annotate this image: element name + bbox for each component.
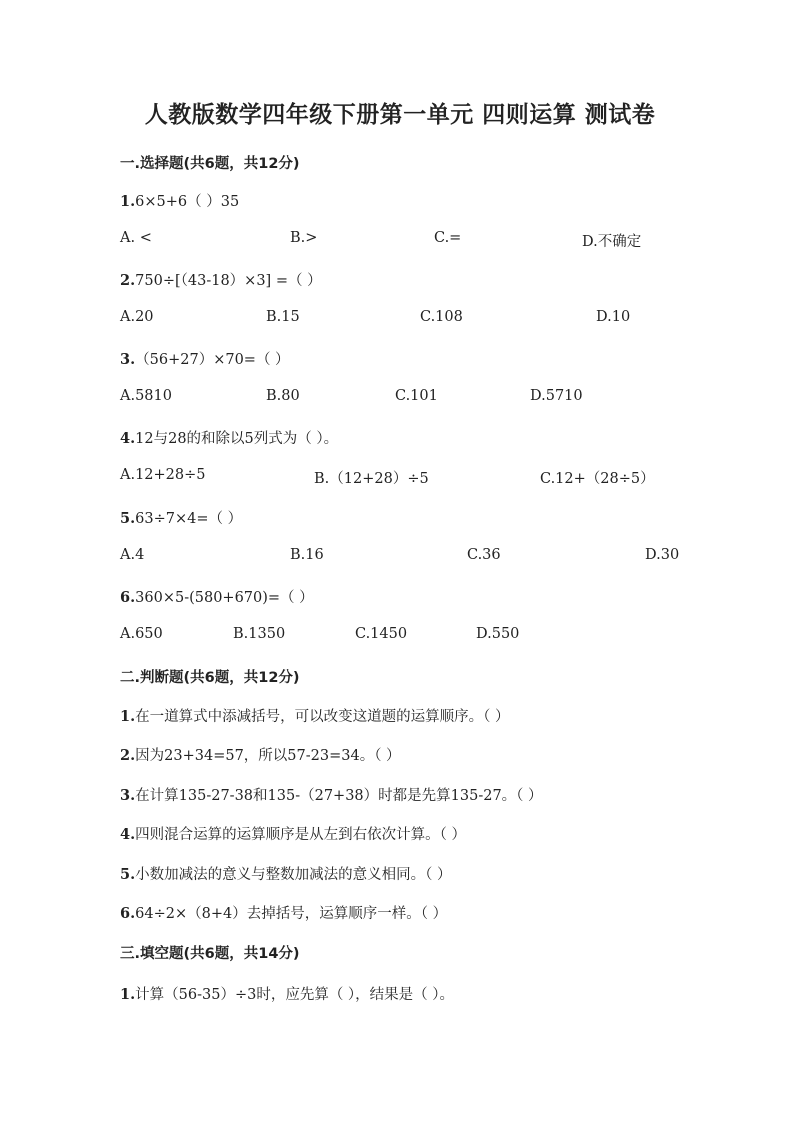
question-number: 6. xyxy=(120,905,136,922)
question-body: 四则混合运算的运算顺序是从左到右依次计算。（ ） xyxy=(135,827,466,843)
question-text xyxy=(120,586,314,607)
section-heading-judgement: 二.判断题(共6题，共12分) xyxy=(120,670,300,686)
question-number: 1. xyxy=(120,193,136,210)
option-c: C.1450 xyxy=(355,626,408,642)
question-body: 6×5+6（ ）35 xyxy=(135,194,240,210)
question-text xyxy=(120,902,447,923)
question-body: 因为23+34=57，所以57-23=34。（ ） xyxy=(135,748,401,764)
question-text xyxy=(120,705,510,726)
question-number: 2. xyxy=(120,272,136,289)
option-c: C.101 xyxy=(395,388,438,404)
option-c: C.12+（28÷5） xyxy=(540,471,655,487)
option-c: C.108 xyxy=(420,309,463,325)
page-title: 人教版数学四年级下册第一单元 四则运算 测试卷 xyxy=(144,102,656,128)
question-body: 在一道算式中添减括号，可以改变这道题的运算顺序。（ ） xyxy=(135,709,510,725)
question-number: 3. xyxy=(120,787,136,804)
question-body: 计算（56-35）÷3时，应先算（ ），结果是（ ）。 xyxy=(135,987,455,1003)
section-heading-fill-blank: 三.填空题(共6题，共14分) xyxy=(120,946,300,962)
option-d: D.5710 xyxy=(530,388,583,404)
section-heading-choice: 一.选择题(共6题，共12分) xyxy=(120,156,300,172)
question-text xyxy=(120,744,401,765)
question-number: 4. xyxy=(120,430,136,447)
question-text xyxy=(120,427,338,448)
question-text xyxy=(120,348,290,369)
option-a: A.5810 xyxy=(120,388,172,404)
option-b: B.15 xyxy=(266,309,300,325)
option-b: B.80 xyxy=(266,388,300,404)
option-c: C.36 xyxy=(467,547,501,563)
question-number: 3. xyxy=(120,351,136,368)
question-number: 6. xyxy=(120,589,136,606)
question-number: 5. xyxy=(120,510,136,527)
option-d: D.10 xyxy=(596,309,631,325)
option-b: B.（12+28）÷5 xyxy=(314,471,429,487)
question-body: 750÷[（43-18）×3] =（ ） xyxy=(135,273,322,289)
question-number: 5. xyxy=(120,866,136,883)
option-b: B.1350 xyxy=(233,626,286,642)
option-a: A.20 xyxy=(120,309,154,325)
question-text xyxy=(120,983,454,1004)
question-body: 64÷2×（8+4）去掉括号，运算顺序一样。（ ） xyxy=(135,906,448,922)
question-number: 4. xyxy=(120,826,136,843)
option-a: A.650 xyxy=(120,626,163,642)
question-body: 12与28的和除以5列式为（ ）。 xyxy=(135,431,339,447)
question-number: 1. xyxy=(120,708,136,725)
question-body: （56+27）×70=（ ） xyxy=(135,352,290,368)
option-d: D.550 xyxy=(476,626,520,642)
option-c: C.= xyxy=(434,230,462,246)
option-d: D.30 xyxy=(645,547,680,563)
question-text xyxy=(120,507,242,528)
question-body: 小数加减法的意义与整数加减法的意义相同。（ ） xyxy=(135,867,452,883)
question-number: 2. xyxy=(120,747,136,764)
option-d: D.不确定 xyxy=(582,234,642,250)
question-body: 在计算135-27-38和135-（27+38）时都是先算135-27。（ ） xyxy=(135,788,543,804)
question-text xyxy=(120,190,239,211)
question-text xyxy=(120,784,543,805)
option-b: B.16 xyxy=(290,547,324,563)
question-body: 63÷7×4=（ ） xyxy=(135,511,243,527)
option-b: B.> xyxy=(290,230,318,246)
option-a: A.4 xyxy=(120,547,145,563)
question-text xyxy=(120,269,322,290)
question-body: 360×5-(580+670)=（ ） xyxy=(135,590,314,606)
question-text xyxy=(120,863,452,884)
option-a: A.12+28÷5 xyxy=(120,467,206,483)
question-text xyxy=(120,823,466,844)
option-a: A. < xyxy=(120,230,152,246)
question-number: 1. xyxy=(120,986,136,1003)
